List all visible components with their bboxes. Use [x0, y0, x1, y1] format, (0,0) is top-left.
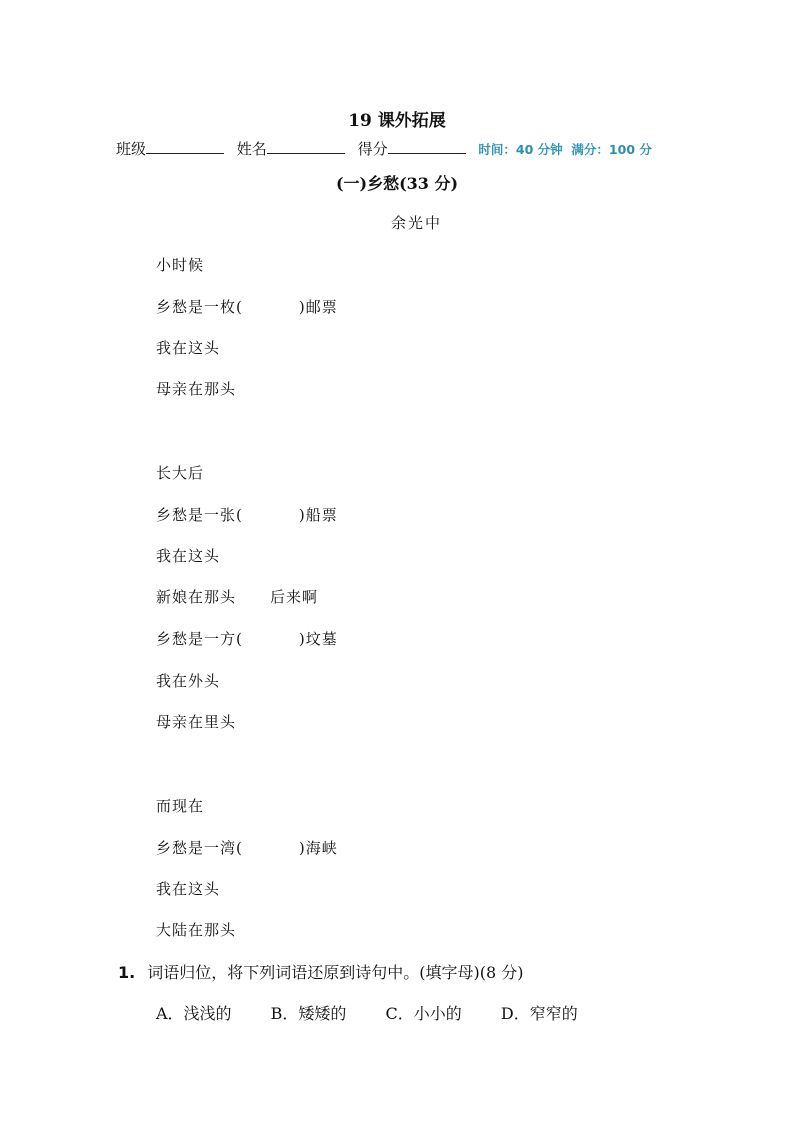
option-b: B．矮矮的	[270, 1004, 347, 1023]
name-label: 姓名	[236, 140, 267, 158]
poem-line: 母亲在里头	[156, 713, 237, 731]
section-heading: (一)乡愁(33 分)	[335, 174, 459, 193]
page-title: 19 课外拓展	[348, 111, 446, 131]
time-limit: 时间：40 分钟	[478, 142, 563, 157]
poem-line: 我在这头	[156, 880, 221, 898]
poem-line: 大陆在那头	[156, 921, 237, 939]
poem-line: 而现在	[156, 797, 205, 815]
poem-line	[156, 628, 338, 649]
question-number: 1.	[118, 963, 136, 982]
poem-line-before-blank: 乡愁是一方(	[156, 630, 243, 648]
poem-line	[156, 296, 338, 317]
score-label: 得分	[357, 140, 388, 158]
poem-line-before-blank: 乡愁是一湾(	[156, 839, 243, 857]
poem-line-after-blank: )船票	[298, 506, 338, 524]
question-text: 词语归位，将下列词语还原到诗句中。(填字母)(8 分)	[147, 963, 524, 982]
option-a: A．浅浅的	[156, 1004, 232, 1023]
question-1	[118, 960, 523, 983]
poem-line: 小时候	[156, 256, 205, 274]
poem-line-part: 后来啊	[270, 588, 319, 606]
option-c: C．小小的	[385, 1004, 462, 1023]
poem-line: 我在外头	[156, 672, 221, 690]
poem-author: 余光中	[390, 214, 442, 232]
score-blank[interactable]	[388, 139, 466, 154]
poem-line-after-blank: )邮票	[298, 298, 338, 316]
question-1-options	[156, 1001, 612, 1024]
name-blank[interactable]	[267, 139, 345, 154]
poem-line	[156, 504, 338, 525]
poem-line: 长大后	[156, 464, 205, 482]
class-label: 班级	[116, 140, 147, 158]
full-score: 满分：100 分	[571, 142, 652, 157]
class-blank[interactable]	[146, 139, 224, 154]
poem-line: 我在这头	[156, 547, 221, 565]
poem-line-after-blank: )海峡	[298, 839, 338, 857]
poem-line	[156, 837, 338, 858]
poem-line: 母亲在那头	[156, 380, 237, 398]
poem-line	[156, 586, 318, 607]
option-d: D．窄窄的	[500, 1004, 578, 1023]
poem-line-before-blank: 乡愁是一张(	[156, 506, 243, 524]
poem-line-after-blank: )坟墓	[298, 630, 338, 648]
poem-line-part: 新娘在那头	[156, 588, 237, 606]
poem-line: 我在这头	[156, 339, 221, 357]
student-info-line	[116, 138, 652, 159]
poem-line-before-blank: 乡愁是一枚(	[156, 298, 243, 316]
